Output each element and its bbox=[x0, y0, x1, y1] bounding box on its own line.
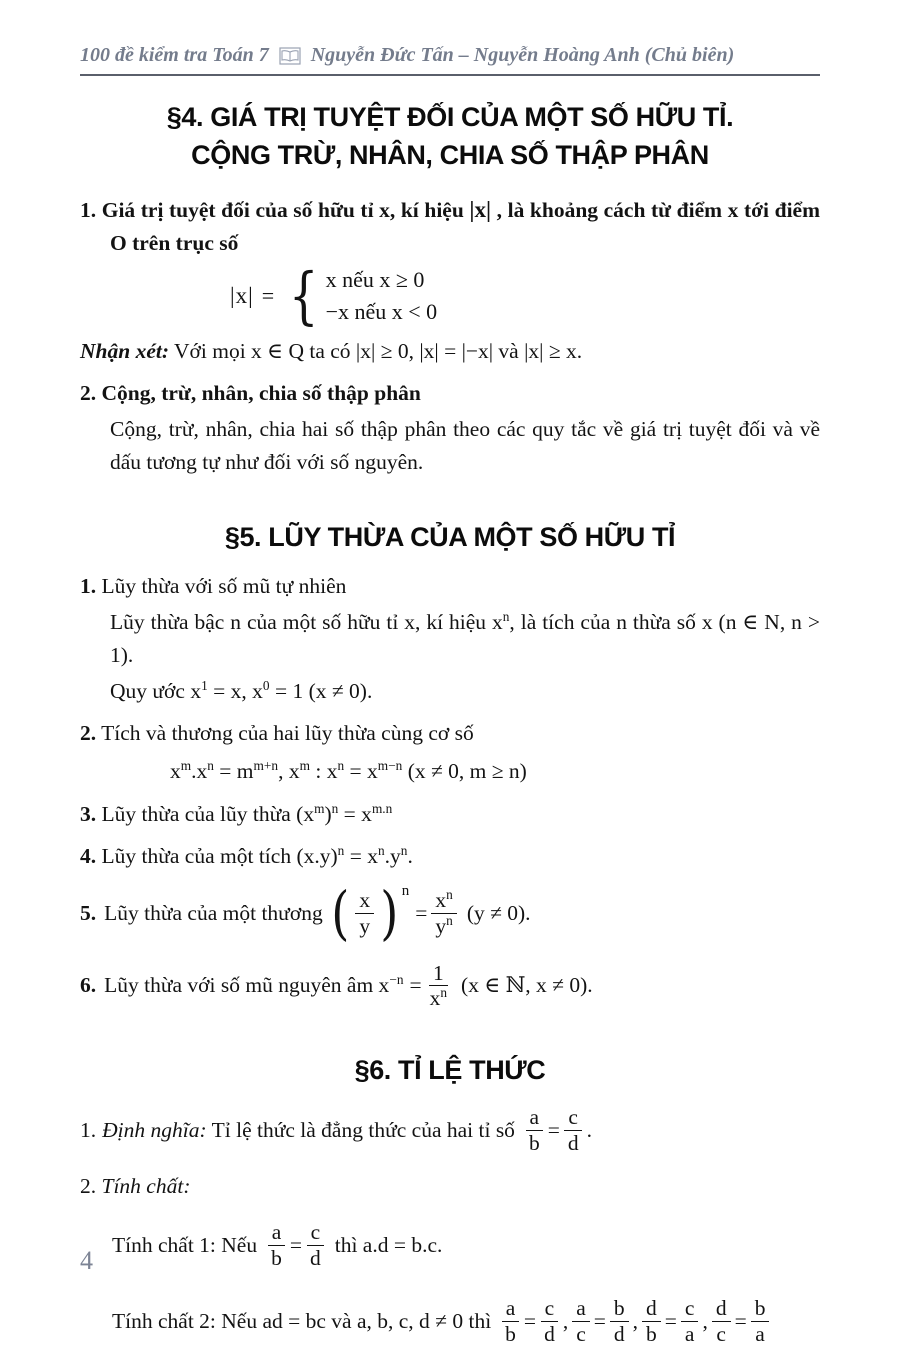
f2-t5: : x bbox=[309, 759, 338, 784]
tc2-p2-f1-num: d bbox=[642, 1296, 661, 1322]
item5-result-fraction bbox=[431, 888, 456, 938]
section-5-title: §5. LŨY THỪA CỦA MỘT SỐ HỮU TỈ bbox=[224, 521, 676, 552]
cases-case2: −x nếu x < 0 bbox=[325, 299, 438, 325]
f2-s3: m+n bbox=[253, 758, 279, 774]
f2-t2: .x bbox=[191, 759, 208, 784]
tc2-p0-f2-den: d bbox=[544, 1322, 555, 1347]
sec6-property2 bbox=[80, 1296, 820, 1346]
item5-num-base: x bbox=[435, 888, 447, 913]
tc2-p1-f2-num: b bbox=[610, 1296, 629, 1322]
tc1-text2: thì a.d = b.c. bbox=[334, 1232, 443, 1257]
tc2-p2-f2 bbox=[681, 1296, 699, 1346]
cases-equals: = bbox=[261, 283, 275, 309]
tc2-p2-eq: = bbox=[664, 1309, 677, 1334]
sec5-item2-heading-text: Tích và thương của hai lũy thừa cùng cơ số bbox=[101, 721, 474, 746]
tc2-p1-f1 bbox=[572, 1296, 590, 1346]
def-equals: = bbox=[547, 1118, 560, 1143]
item5-equals: = bbox=[415, 900, 428, 925]
sec6-item2 bbox=[80, 1170, 820, 1202]
sec4-item2-body: Cộng, trừ, nhân, chia hai số thập phân theo các quy tắc về giá trị tuyệt đối và về dấu tương tự như đối với số nguyên. bbox=[110, 417, 820, 474]
sec4-note bbox=[80, 335, 820, 367]
item6-den-exp: n bbox=[440, 985, 448, 1001]
page-number: 4 bbox=[80, 1246, 93, 1275]
tc2-p1-eq: = bbox=[593, 1309, 606, 1334]
sec6-item1-text: Tỉ lệ thức là đẳng thức của hai tỉ số bbox=[206, 1118, 515, 1143]
sec4-item1-abs: |x| bbox=[469, 196, 492, 222]
f2-s4: m bbox=[299, 758, 310, 774]
f3-t1: Lũy thừa của lũy thừa (x bbox=[101, 801, 315, 826]
tc2-p3-eq: = bbox=[734, 1309, 747, 1334]
def-f1-num: a bbox=[526, 1105, 544, 1131]
sec5-item1-body-t1: Lũy thừa bậc n của một số hữu tỉ x, kí hiệu x bbox=[110, 610, 503, 635]
tc2-p1-f2 bbox=[610, 1296, 629, 1346]
tc2-p3-f1-num: d bbox=[712, 1296, 731, 1322]
sec5-item3-number: 3. bbox=[80, 801, 97, 826]
f3-t3: = x bbox=[338, 801, 372, 826]
sec6-item2-number: 2. bbox=[80, 1173, 97, 1198]
section-4-title-line2: CỘNG TRỪ, NHÂN, CHIA SỐ THẬP PHÂN bbox=[191, 140, 709, 171]
sec5-item6 bbox=[80, 961, 820, 1011]
header-authors: Nguyễn Đức Tấn – Nguyễn Hoàng Anh (Chủ biên) bbox=[310, 44, 735, 66]
tc2-sep-3: , bbox=[702, 1309, 708, 1334]
sec5-item1-body-sup1: n bbox=[502, 609, 510, 625]
tc2-p0-f1 bbox=[501, 1296, 520, 1346]
open-book-icon bbox=[279, 47, 301, 65]
def-f1-den: b bbox=[528, 1131, 540, 1156]
sec4-note-label: Nhận xét: bbox=[80, 338, 169, 363]
f2-t4: , x bbox=[278, 759, 300, 784]
item5-paren-exponent: n bbox=[401, 882, 410, 899]
item5-paren-numerator: x bbox=[355, 888, 374, 914]
tc1-fraction-1 bbox=[267, 1220, 286, 1270]
item6-equals: = bbox=[409, 973, 422, 998]
tc2-p1-f1-num: a bbox=[572, 1296, 590, 1322]
sec5-item6-label bbox=[104, 973, 403, 998]
sec6-item1 bbox=[80, 1105, 820, 1155]
sec5-item3 bbox=[80, 798, 820, 830]
conv-t3: = 1 (x ≠ 0). bbox=[269, 678, 373, 703]
tc2-p0-eq: = bbox=[523, 1309, 537, 1334]
sec4-item1-text2: , là khoảng cách từ điểm x tới điểm O trên trục số bbox=[110, 197, 820, 256]
def-f2-num: c bbox=[564, 1105, 582, 1131]
def-fraction-2 bbox=[564, 1105, 583, 1155]
f2-s2: n bbox=[207, 758, 214, 774]
sec5-item2-formula bbox=[140, 755, 820, 787]
def-f2-den: d bbox=[567, 1131, 579, 1156]
sec5-item6-number: 6. bbox=[80, 973, 97, 998]
sec4-item1 bbox=[80, 193, 820, 260]
tc2-p0-f1-den: b bbox=[505, 1322, 516, 1347]
sec5-item1-convention bbox=[80, 675, 820, 707]
tc2-p2-f1-den: b bbox=[646, 1322, 657, 1347]
tc2-p3-f2-num: b bbox=[751, 1296, 770, 1322]
f3-t2: ) bbox=[324, 801, 332, 826]
tc2-text1: Tính chất 2: Nếu ad = bc và a, b, c, d ≠ 0 thì bbox=[112, 1309, 492, 1334]
tc1-text1: Tính chất 1: Nếu bbox=[112, 1232, 258, 1257]
cases-column bbox=[326, 265, 438, 326]
tc2-p1-f1-den: c bbox=[576, 1322, 586, 1347]
tc2-p0-f2-num: c bbox=[541, 1296, 559, 1322]
item5-num-exp: n bbox=[446, 886, 453, 902]
f4-t3: .y bbox=[384, 843, 401, 868]
conv-t1: Quy ước x bbox=[110, 678, 202, 703]
item5-condition: (y ≠ 0). bbox=[466, 900, 531, 925]
tc2-p3-f2-den: a bbox=[755, 1322, 765, 1347]
item6-denominator bbox=[426, 986, 451, 1011]
tc1-f1-den: b bbox=[271, 1245, 282, 1270]
sec4-item2-number: 2. bbox=[80, 381, 97, 406]
f2-t6: = x bbox=[344, 759, 378, 784]
item6-den-base: x bbox=[429, 986, 441, 1011]
sec5-item1-body bbox=[80, 606, 820, 671]
f4-t1: Lũy thừa của một tích (x.y) bbox=[101, 843, 338, 868]
sec5-item1-heading bbox=[80, 570, 820, 602]
sec5-item1-number: 1. bbox=[80, 574, 97, 599]
f3-s3: m.n bbox=[371, 800, 393, 816]
item6-numerator: 1 bbox=[429, 961, 448, 987]
sec4-item1-number: 1. bbox=[80, 197, 97, 222]
tc2-p0-f1-num: a bbox=[502, 1296, 520, 1322]
f2-t7: (x ≠ 0, m ≥ n) bbox=[402, 759, 527, 784]
f4-s1: n bbox=[337, 842, 345, 858]
tc1-f2-den: d bbox=[309, 1245, 321, 1270]
sec4-note-text: Với mọi x ∈ Q ta có |x| ≥ 0, |x| = |−x| và |x| ≥ x. bbox=[169, 338, 583, 363]
cases-lhs: |x| bbox=[230, 283, 254, 309]
f2-s1: m bbox=[180, 758, 192, 774]
tc2-p3-f1 bbox=[712, 1296, 731, 1346]
sec5-item2-number: 2. bbox=[80, 721, 97, 746]
abs-value-cases-formula bbox=[230, 259, 820, 333]
def-period: . bbox=[586, 1118, 592, 1143]
sec4-item2-heading-text: Cộng, trừ, nhân, chia số thập phân bbox=[101, 381, 421, 406]
sec6-item2-label: Tính chất: bbox=[101, 1173, 191, 1198]
section-6-title: §6. TỈ LỆ THỨC bbox=[354, 1054, 546, 1085]
conv-sup2: 0 bbox=[262, 677, 270, 693]
f3-s1: m bbox=[314, 800, 325, 816]
cases-brace: { bbox=[289, 259, 319, 333]
item5-paren-denominator: y bbox=[359, 913, 371, 938]
header-book-series: 100 đề kiểm tra Toán 7 bbox=[80, 44, 269, 66]
item5-result-denominator bbox=[431, 914, 456, 939]
item6-t1: Lũy thừa với số mũ nguyên âm x bbox=[104, 973, 390, 998]
tc1-equals: = bbox=[289, 1232, 302, 1257]
f4-s2: n bbox=[377, 842, 385, 858]
f3-s2: n bbox=[331, 800, 339, 816]
conv-t2: = x, x bbox=[207, 678, 263, 703]
tc2-p2-f2-num: c bbox=[681, 1296, 699, 1322]
tc2-sep-1: , bbox=[562, 1309, 569, 1334]
f4-t4: . bbox=[407, 843, 413, 868]
tc2-p2-f1 bbox=[642, 1296, 661, 1346]
tc2-p3-f1-den: c bbox=[716, 1322, 726, 1347]
tc2-sep-2: , bbox=[632, 1309, 638, 1334]
sec4-item2-heading bbox=[80, 377, 820, 409]
tc2-p3-f2 bbox=[751, 1296, 770, 1346]
def-fraction-1 bbox=[525, 1105, 544, 1155]
item6-exp: −n bbox=[389, 972, 404, 988]
f2-s5: n bbox=[337, 758, 345, 774]
sec5-item2-heading bbox=[80, 717, 820, 749]
tc1-f2-num: c bbox=[307, 1220, 325, 1246]
tc2-p2-f2-den: a bbox=[684, 1322, 695, 1347]
f2-t1: x bbox=[170, 759, 181, 784]
sec4-item1-text1: Giá trị tuyệt đối của số hữu tỉ x, kí hiệu bbox=[101, 197, 470, 222]
conv-sup1: 1 bbox=[201, 677, 208, 693]
item5-result-numerator bbox=[431, 888, 456, 914]
tc2-p0-f2 bbox=[540, 1296, 559, 1346]
page-header bbox=[80, 44, 820, 76]
item5-paren-fraction bbox=[355, 888, 374, 938]
sec5-item4 bbox=[80, 840, 820, 872]
sec6-item1-number: 1. bbox=[80, 1118, 97, 1143]
tc2-p1-f2-den: d bbox=[613, 1322, 625, 1347]
item5-den-base: y bbox=[435, 913, 447, 938]
f4-s3: n bbox=[400, 842, 408, 858]
sec5-item4-number: 4. bbox=[80, 843, 97, 868]
sec5-item5-number: 5. bbox=[80, 900, 97, 925]
tc1-f1-num: a bbox=[268, 1220, 286, 1246]
sec5-item1-heading-text: Lũy thừa với số mũ tự nhiên bbox=[101, 574, 347, 599]
sec5-item1-body-t2: , là tích của n thừa số x (n ∈ N, n > 1). bbox=[110, 610, 820, 667]
sec5-item5: 5. Lũy thừa của một thương ( $\frac{x}{y}$ ) n = $\frac{x^n}{y^n}$ (y ≠ 0). bbox=[80, 879, 531, 948]
item6-condition: (x ∈ ℕ, x ≠ 0). bbox=[461, 973, 593, 998]
f2-t3: = m bbox=[213, 759, 254, 784]
f4-t2: = x bbox=[344, 843, 378, 868]
tc1-fraction-2 bbox=[306, 1220, 325, 1270]
item6-fraction bbox=[426, 961, 451, 1011]
sec6-property1 bbox=[80, 1220, 820, 1270]
section-4-title-line1: §4. GIÁ TRỊ TUYỆT ĐỐI CỦA MỘT SỐ HỮU TỈ. bbox=[166, 102, 734, 132]
sec5-item5-label: Lũy thừa của một thương bbox=[104, 900, 323, 925]
f2-s6: m−n bbox=[377, 758, 403, 774]
cases-case1: x nếu x ≥ 0 bbox=[325, 267, 425, 293]
item5-den-exp: n bbox=[446, 912, 453, 928]
sec6-item1-label: Định nghĩa: bbox=[102, 1118, 207, 1143]
